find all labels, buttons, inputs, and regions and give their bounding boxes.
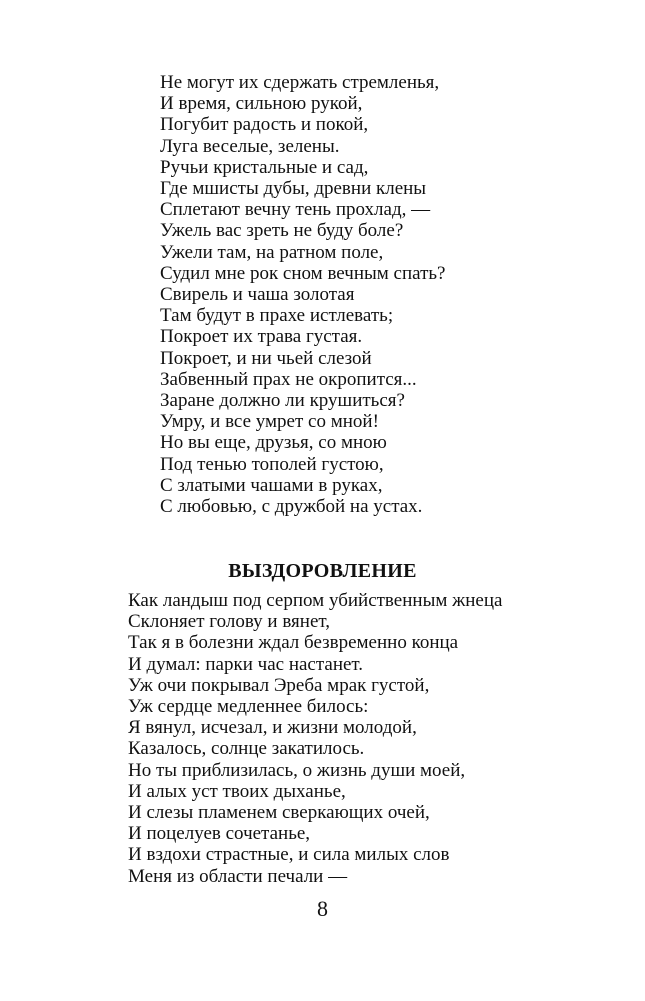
poem-body [128, 590, 502, 887]
poem-line: И думал: парки час настанет. [128, 653, 364, 675]
poem-line: Заране должно ли крушиться? [160, 390, 405, 412]
poem-line: Как ландыш под серпом убийственным жнеца [128, 590, 503, 611]
poem-line: Забвенный прах не окропится... [160, 368, 417, 390]
poem-line: И слезы пламенем сверкающих очей, [128, 802, 430, 824]
poem-line: Но вы еще, друзья, со мною [160, 432, 387, 454]
poem-line: С любовью, с дружбой на устах. [160, 496, 423, 518]
poem-line: Уж сердце медленнее билось: [128, 696, 369, 718]
poem-line: Ужель вас зреть не буду боле? [160, 220, 404, 242]
poem-line: Там будут в прахе истлевать; [160, 305, 394, 327]
poem-line: С златыми чашами в руках, [160, 474, 383, 496]
poem-line: Луга веселые, зелены. [160, 135, 340, 157]
poem-line: Уж очи покрывал Эреба мрак густой, [128, 674, 430, 696]
poem-line: Судил мне рок сном вечным спать? [160, 262, 446, 284]
poem-line: Погубит радость и покой, [160, 114, 369, 136]
page-number: 8 [317, 896, 328, 921]
previous-poem-continuation [160, 72, 445, 517]
poem-line: Склоняет голову и вянет, [128, 611, 331, 633]
poem-line: И время, сильною рукой, [160, 93, 363, 115]
poem-line: Казалось, солнце закатилось. [128, 738, 365, 760]
poem-line: Под тенью тополей густою, [160, 453, 384, 475]
poem-line: Меня из области печали — [128, 865, 348, 887]
poem-line: Покроет, и ни чьей слезой [160, 347, 372, 369]
poem-line: Свирель и чаша золотая [160, 284, 355, 306]
poem-line: И алых уст твоих дыханье, [128, 780, 346, 802]
poem-line: Я вянул, исчезал, и жизни молодой, [128, 717, 417, 739]
poem-line: И поцелуев сочетанье, [128, 823, 311, 845]
poem-line: И вздохи страстные, и сила милых слов [128, 844, 450, 866]
poem-line: Не могут их сдержать стремленья, [160, 72, 440, 93]
poem-line: Ужели там, на ратном поле, [160, 241, 384, 263]
poem-line: Умру, и все умрет со мной! [160, 411, 379, 433]
poem-line: Но ты приблизилась, о жизнь души моей, [128, 759, 466, 781]
poem-line: Ручьи кристальные и сад, [160, 156, 369, 178]
poem-line: Сплетают вечну тень прохлад, — [160, 199, 431, 221]
poem-line: Покроет их трава густая. [160, 326, 363, 348]
poem-line: Где мшисты дубы, древни клены [160, 178, 427, 200]
poem-title: ВЫЗДОРОВЛЕНИЕ [228, 560, 417, 582]
poem-line: Так я в болезни ждал безвременно конца [128, 632, 459, 654]
